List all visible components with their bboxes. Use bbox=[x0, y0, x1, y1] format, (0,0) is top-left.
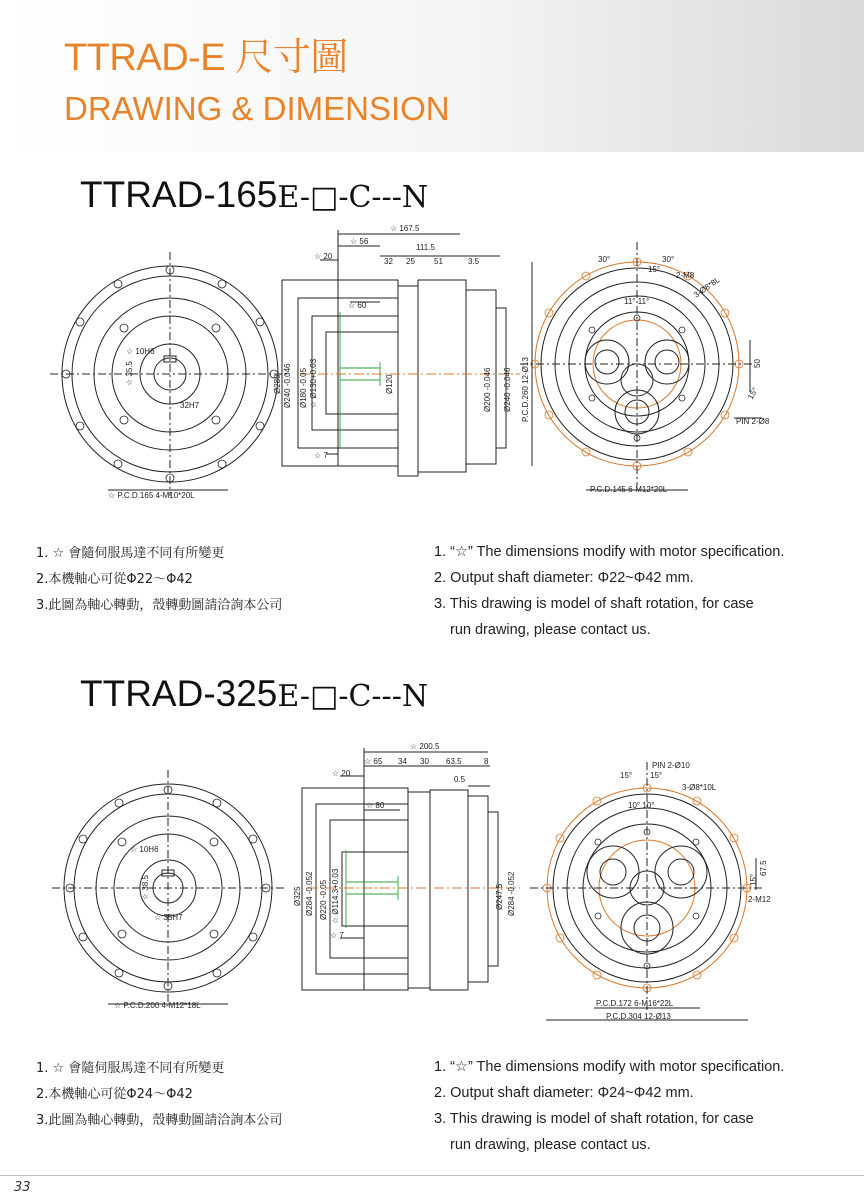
note-line: run drawing, please contact us. bbox=[450, 1137, 651, 1153]
dim-text: ☆ 35H7 bbox=[154, 913, 183, 922]
dim-text: ☆ Ø130+0.03 bbox=[309, 358, 318, 408]
model-suffix: E-□-C---N bbox=[277, 679, 429, 714]
dim-text: ☆ Ø114.3+0.03 bbox=[331, 868, 340, 924]
dim-text: 3-Ø8*8L bbox=[691, 275, 722, 300]
footer-divider bbox=[0, 1175, 864, 1176]
note-line: 2. Output shaft diameter: Φ24~Φ42 mm. bbox=[434, 1085, 694, 1101]
note-line: 3. This drawing is model of shaft rotation, for case bbox=[434, 596, 754, 612]
dim-text: Ø284 -0.052 bbox=[305, 871, 314, 916]
dim-text: ☆ 56 bbox=[350, 237, 369, 246]
dim-text: 111.5 bbox=[416, 243, 435, 252]
dim-text: 30° bbox=[662, 255, 675, 264]
dim-text: 3-Ø8*10L bbox=[682, 783, 717, 792]
dim-text: 50 bbox=[753, 359, 762, 368]
model-name: TTRAD-165 bbox=[80, 174, 278, 215]
dim-text: Ø120 bbox=[385, 374, 394, 394]
note-line: 1. ☆ 會隨伺服馬達不同有所變更 bbox=[36, 1061, 225, 1076]
dim-text: ☆ 7 bbox=[314, 451, 328, 460]
dim-text: ☆ 20 bbox=[332, 769, 351, 778]
drawing-ttrad-165 bbox=[50, 222, 810, 502]
dim-text: Ø284 -0.052 bbox=[507, 871, 516, 916]
dim-text: 0.5 bbox=[454, 775, 466, 784]
notes-cn-325 bbox=[36, 1056, 282, 1134]
dim-text: ☆ 80 bbox=[366, 801, 385, 810]
model-suffix: E-□-C---N bbox=[277, 180, 429, 215]
note-line: 2. Output shaft diameter: Φ22~Φ42 mm. bbox=[434, 570, 694, 586]
model-name: TTRAD-325 bbox=[80, 673, 278, 714]
front-view-left bbox=[50, 252, 290, 496]
dim-text: 67.5 bbox=[759, 860, 768, 876]
model-heading-165 bbox=[80, 174, 428, 216]
dim-text: Ø240 -0.046 bbox=[503, 367, 512, 412]
dim-text: P.C.D.172 6-M16*22L bbox=[596, 999, 674, 1008]
dim-text: 15° bbox=[648, 265, 661, 274]
dim-text: 30 bbox=[420, 757, 429, 766]
dim-text: Ø325 bbox=[293, 886, 302, 906]
dim-text: 15° bbox=[650, 771, 663, 780]
note-line: 3. This drawing is model of shaft rotation, for case bbox=[434, 1111, 754, 1127]
dim-text: 32H7 bbox=[180, 401, 200, 410]
front-view-right bbox=[520, 242, 762, 490]
dim-text: Ø180 -0.05 bbox=[299, 367, 308, 408]
note-line: 1. “☆” The dimensions modify with motor specification. bbox=[434, 1059, 785, 1075]
dim-text: P.C.D.260 12-Ø13 bbox=[521, 357, 530, 422]
dim-text: ☆ 20 bbox=[314, 252, 333, 261]
dim-text: ☆ 200.5 bbox=[410, 742, 440, 751]
notes-en-165 bbox=[434, 539, 784, 643]
note-line: 2.本機軸心可從Φ22～Φ42 bbox=[36, 572, 193, 587]
dim-text: 15° bbox=[745, 386, 760, 401]
dim-text: Ø200 -0.046 bbox=[483, 367, 492, 412]
note-line: 3.此圖為軸心轉動，殼轉動圖請洽詢本公司 bbox=[36, 598, 283, 613]
side-view-shaft bbox=[346, 850, 398, 928]
dim-text: 11° 11° bbox=[624, 297, 650, 306]
dim-text: P.C.D.145 6-M12*20L bbox=[590, 485, 668, 494]
dim-text: 3.5 bbox=[468, 257, 480, 266]
dim-text: Ø247.5 bbox=[495, 883, 504, 910]
page-title-cn: TTRAD-E 尺寸圖 bbox=[64, 37, 348, 79]
dim-text: ☆ 60 bbox=[348, 301, 367, 310]
front-view-left bbox=[52, 770, 284, 1006]
note-line: 1. “☆” The dimensions modify with motor specification. bbox=[434, 544, 785, 560]
dim-text: ☆ 65 bbox=[364, 757, 383, 766]
dim-text: Ø240 -0.046 bbox=[283, 363, 292, 408]
dim-text: ☆ P.C.D.165 4-M10*20L bbox=[108, 491, 195, 500]
dim-text: 10° 10° bbox=[628, 801, 655, 810]
dim-text: ☆ 35.5 bbox=[125, 361, 134, 386]
dim-text: Ø280 bbox=[273, 374, 282, 394]
notes-en-325 bbox=[434, 1054, 784, 1158]
dim-text: 8 bbox=[484, 757, 489, 766]
notes-cn-165 bbox=[36, 541, 282, 619]
dim-text: ☆ 7 bbox=[330, 931, 344, 940]
note-line: 3.此圖為軸心轉動，殼轉動圖請洽詢本公司 bbox=[36, 1113, 283, 1128]
side-view bbox=[282, 230, 506, 476]
model-heading-325 bbox=[80, 673, 428, 715]
dim-text: 2-M8 bbox=[676, 271, 695, 280]
note-line: 1. ☆ 會隨伺服馬達不同有所變更 bbox=[36, 546, 225, 561]
dim-text: 32 bbox=[384, 257, 393, 266]
dim-text: 34 bbox=[398, 757, 407, 766]
dim-text: 25 bbox=[406, 257, 415, 266]
dim-text: 15° bbox=[749, 873, 758, 886]
note-line: 2.本機軸心可從Φ24～Φ42 bbox=[36, 1087, 193, 1102]
page-number: 33 bbox=[14, 1180, 31, 1195]
dim-text: ☆ 38.5 bbox=[141, 875, 150, 900]
dim-text: 51 bbox=[434, 257, 443, 266]
dim-text: P.C.D.304 12-Ø13 bbox=[606, 1012, 671, 1021]
dim-text: PIN 2-Ø8 bbox=[736, 417, 770, 426]
dim-text: PIN 2-Ø10 bbox=[652, 761, 690, 770]
dim-text: ☆ 10H6 bbox=[130, 845, 159, 854]
dim-text: 2-M12 bbox=[748, 895, 771, 904]
page-title-en: DRAWING & DIMENSION bbox=[64, 90, 450, 127]
dim-text: ☆ P.C.D.200 4-M12*18L bbox=[114, 1001, 201, 1010]
dim-text: 30° bbox=[598, 255, 611, 264]
note-line: run drawing, please contact us. bbox=[450, 622, 651, 638]
drawing-ttrad-325 bbox=[50, 740, 810, 1030]
dim-text: ☆ 10H6 bbox=[126, 347, 155, 356]
dim-text: Ø220 -0.05 bbox=[319, 879, 328, 920]
dim-text: 15° bbox=[620, 771, 633, 780]
dim-text: 63.5 bbox=[446, 757, 462, 766]
dim-text: ☆ 167.5 bbox=[390, 224, 420, 233]
